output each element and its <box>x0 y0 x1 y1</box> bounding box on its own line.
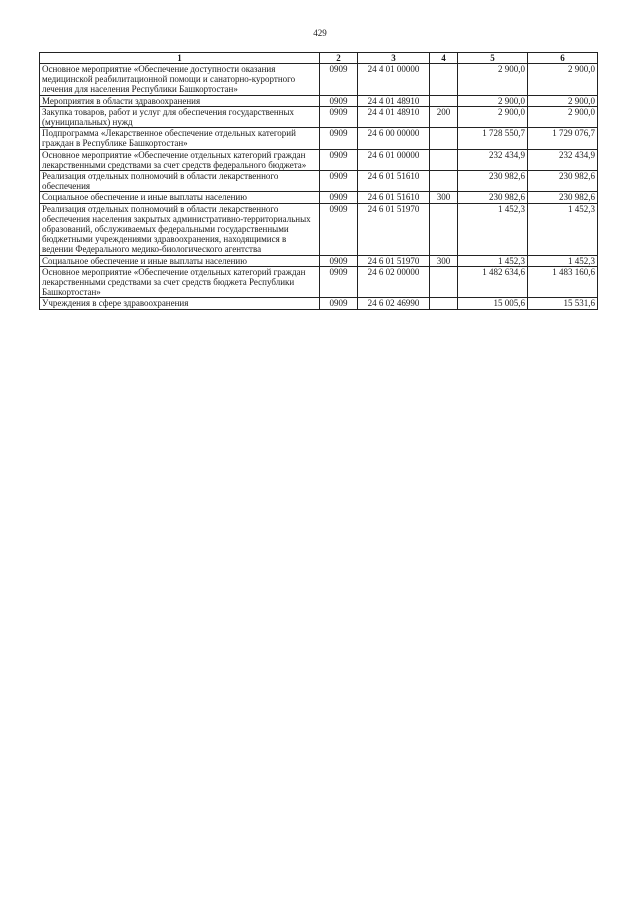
cell-kind <box>430 64 458 96</box>
cell-section: 0909 <box>320 192 358 203</box>
cell-name: Мероприятия в области здравоохранения <box>40 95 320 106</box>
cell-name: Социальное обеспечение и иные выплаты населению <box>40 255 320 266</box>
cell-target: 24 6 00 00000 <box>358 128 430 149</box>
cell-target: 24 6 02 00000 <box>358 266 430 298</box>
cell-value-6: 2 900,0 <box>528 106 598 127</box>
cell-name: Основное мероприятие «Обеспечение доступности оказания медицинской реабилитационной помощи и санаторно-курортного лечения для населения Республики Башкортостан» <box>40 64 320 96</box>
cell-kind <box>430 171 458 192</box>
cell-value-6: 232 434,9 <box>528 149 598 170</box>
cell-section: 0909 <box>320 203 358 255</box>
cell-kind <box>430 128 458 149</box>
cell-target: 24 4 01 48910 <box>358 106 430 127</box>
cell-kind: 300 <box>430 255 458 266</box>
cell-target: 24 6 01 00000 <box>358 149 430 170</box>
cell-target: 24 6 01 51970 <box>358 203 430 255</box>
table-row <box>40 95 598 106</box>
cell-value-5: 2 900,0 <box>458 106 528 127</box>
cell-value-6: 2 900,0 <box>528 64 598 96</box>
cell-kind <box>430 149 458 170</box>
cell-name: Основное мероприятие «Обеспечение отдельных категорий граждан лекарственными средствами за счет средств федерального бюджета» <box>40 149 320 170</box>
table-row <box>40 266 598 298</box>
cell-section: 0909 <box>320 171 358 192</box>
cell-section: 0909 <box>320 106 358 127</box>
column-header: 6 <box>528 53 598 64</box>
table-row <box>40 64 598 96</box>
cell-kind: 300 <box>430 192 458 203</box>
cell-value-6: 230 982,6 <box>528 171 598 192</box>
cell-name: Закупка товаров, работ и услуг для обеспечения государственных (муниципальных) нужд <box>40 106 320 127</box>
page-number: 429 <box>313 28 327 38</box>
cell-value-5: 232 434,9 <box>458 149 528 170</box>
cell-value-5: 230 982,6 <box>458 171 528 192</box>
column-header: 1 <box>40 53 320 64</box>
table-row <box>40 203 598 255</box>
cell-name: Реализация отдельных полномочий в области лекарственного обеспечения <box>40 171 320 192</box>
cell-value-6: 15 531,6 <box>528 298 598 309</box>
column-header: 3 <box>358 53 430 64</box>
table-row <box>40 106 598 127</box>
cell-value-6: 1 483 160,6 <box>528 266 598 298</box>
table-row <box>40 298 598 309</box>
cell-target: 24 6 02 46990 <box>358 298 430 309</box>
cell-target: 24 4 01 48910 <box>358 95 430 106</box>
column-header: 4 <box>430 53 458 64</box>
cell-target: 24 6 01 51970 <box>358 255 430 266</box>
column-header: 2 <box>320 53 358 64</box>
cell-name: Основное мероприятие «Обеспечение отдельных категорий граждан лекарственными средствами за счет средств бюджета Республики Башкортостан» <box>40 266 320 298</box>
cell-name: Реализация отдельных полномочий в области лекарственного обеспечения населения закрытых административно-территориальных образований, обслуживаемых федеральными государственными бюджетными учреждениями здравоохранения, находящимися в ведении Федерального медико-биологического агентства <box>40 203 320 255</box>
cell-value-5: 1 452,3 <box>458 255 528 266</box>
cell-value-5: 2 900,0 <box>458 64 528 96</box>
cell-value-5: 2 900,0 <box>458 95 528 106</box>
cell-section: 0909 <box>320 298 358 309</box>
cell-value-5: 15 005,6 <box>458 298 528 309</box>
cell-kind <box>430 266 458 298</box>
cell-kind <box>430 95 458 106</box>
cell-name: Подпрограмма «Лекарственное обеспечение отдельных категорий граждан в Республике Башкортостан» <box>40 128 320 149</box>
cell-target: 24 6 01 51610 <box>358 171 430 192</box>
cell-value-5: 1 728 550,7 <box>458 128 528 149</box>
cell-section: 0909 <box>320 128 358 149</box>
table-row <box>40 149 598 170</box>
cell-section: 0909 <box>320 255 358 266</box>
budget-table <box>39 52 598 310</box>
cell-section: 0909 <box>320 95 358 106</box>
cell-section: 0909 <box>320 149 358 170</box>
table-row <box>40 171 598 192</box>
cell-value-6: 230 982,6 <box>528 192 598 203</box>
cell-target: 24 4 01 00000 <box>358 64 430 96</box>
cell-value-5: 1 452,3 <box>458 203 528 255</box>
column-header: 5 <box>458 53 528 64</box>
cell-value-5: 230 982,6 <box>458 192 528 203</box>
cell-name: Учреждения в сфере здравоохранения <box>40 298 320 309</box>
table-row <box>40 255 598 266</box>
cell-section: 0909 <box>320 266 358 298</box>
cell-name: Социальное обеспечение и иные выплаты населению <box>40 192 320 203</box>
table-row <box>40 128 598 149</box>
cell-value-5: 1 482 634,6 <box>458 266 528 298</box>
cell-value-6: 1 452,3 <box>528 203 598 255</box>
cell-value-6: 2 900,0 <box>528 95 598 106</box>
cell-section: 0909 <box>320 64 358 96</box>
cell-kind <box>430 298 458 309</box>
cell-value-6: 1 452,3 <box>528 255 598 266</box>
cell-value-6: 1 729 076,7 <box>528 128 598 149</box>
cell-kind: 200 <box>430 106 458 127</box>
table-row <box>40 192 598 203</box>
cell-target: 24 6 01 51610 <box>358 192 430 203</box>
cell-kind <box>430 203 458 255</box>
table-header-row <box>40 53 598 64</box>
